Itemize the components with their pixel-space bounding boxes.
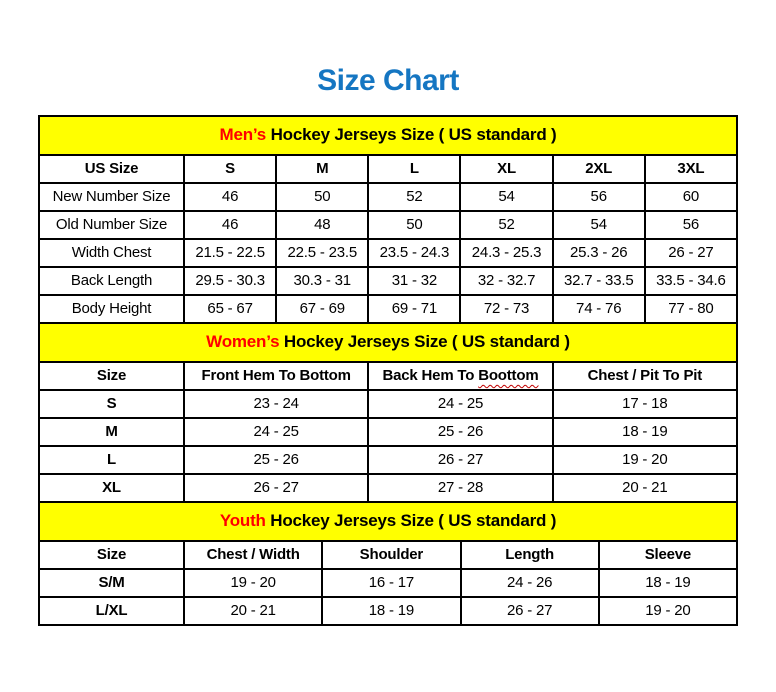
table-cell: 26 - 27 xyxy=(461,597,599,625)
table-cell: 26 - 27 xyxy=(645,239,737,267)
table-cell: 54 xyxy=(460,183,552,211)
table-row xyxy=(39,446,737,474)
table-row xyxy=(39,390,737,418)
table-cell: 24.3 - 25.3 xyxy=(460,239,552,267)
table-cell: 31 - 32 xyxy=(368,267,460,295)
youth-size-table xyxy=(38,540,738,626)
table-cell: 23.5 - 24.3 xyxy=(368,239,460,267)
table-cell: 19 - 20 xyxy=(553,446,737,474)
mens-size-table xyxy=(38,154,738,324)
size-chart-tables xyxy=(38,115,738,626)
table-cell: 23 - 24 xyxy=(184,390,368,418)
table-cell: 67 - 69 xyxy=(276,295,368,323)
table-cell: 50 xyxy=(368,211,460,239)
table-cell: 32 - 32.7 xyxy=(460,267,552,295)
table-cell: 65 - 67 xyxy=(184,295,276,323)
column-header: S xyxy=(184,155,276,183)
table-cell: 19 - 20 xyxy=(184,569,322,597)
table-cell: 72 - 73 xyxy=(460,295,552,323)
womens-band-highlight: Women’s xyxy=(206,332,280,351)
column-header: Front Hem To Bottom xyxy=(184,362,368,390)
table-row xyxy=(39,211,737,239)
table-cell: 54 xyxy=(553,211,645,239)
womens-section xyxy=(38,322,738,503)
table-row xyxy=(39,183,737,211)
table-row xyxy=(39,597,737,625)
column-header: Chest / Pit To Pit xyxy=(553,362,737,390)
table-cell: 60 xyxy=(645,183,737,211)
youth-header-row xyxy=(39,541,737,569)
table-cell: 74 - 76 xyxy=(553,295,645,323)
table-cell: 19 - 20 xyxy=(599,597,737,625)
column-header: Size xyxy=(39,541,184,569)
column-header: US Size xyxy=(39,155,184,183)
column-header: Shoulder xyxy=(322,541,460,569)
table-row xyxy=(39,418,737,446)
mens-header-row xyxy=(39,155,737,183)
womens-section-band xyxy=(38,322,738,363)
table-cell: 24 - 26 xyxy=(461,569,599,597)
table-cell: 21.5 - 22.5 xyxy=(184,239,276,267)
table-cell: 22.5 - 23.5 xyxy=(276,239,368,267)
row-label: L/XL xyxy=(39,597,184,625)
womens-header-row xyxy=(39,362,737,390)
womens-band-text: Hockey Jerseys Size ( US standard ) xyxy=(279,332,570,351)
table-cell: 24 - 25 xyxy=(368,390,552,418)
table-cell: 18 - 19 xyxy=(553,418,737,446)
row-label: New Number Size xyxy=(39,183,184,211)
table-cell: 29.5 - 30.3 xyxy=(184,267,276,295)
row-label: L xyxy=(39,446,184,474)
table-cell: 16 - 17 xyxy=(322,569,460,597)
womens-size-table xyxy=(38,361,738,503)
row-label: Width Chest xyxy=(39,239,184,267)
column-header: Length xyxy=(461,541,599,569)
row-label: Body Height xyxy=(39,295,184,323)
table-cell: 26 - 27 xyxy=(184,474,368,502)
row-label: Back Length xyxy=(39,267,184,295)
row-label: M xyxy=(39,418,184,446)
table-cell: 24 - 25 xyxy=(184,418,368,446)
table-cell: 46 xyxy=(184,183,276,211)
column-header: XL xyxy=(460,155,552,183)
youth-section-band xyxy=(38,501,738,542)
table-cell: 20 - 21 xyxy=(184,597,322,625)
misspelled-word: Boottom xyxy=(478,367,539,384)
row-label: XL xyxy=(39,474,184,502)
table-cell: 30.3 - 31 xyxy=(276,267,368,295)
youth-section xyxy=(38,501,738,626)
table-cell: 52 xyxy=(368,183,460,211)
column-header: M xyxy=(276,155,368,183)
row-label: S/M xyxy=(39,569,184,597)
column-header: Chest / Width xyxy=(184,541,322,569)
mens-section-band xyxy=(38,115,738,156)
table-cell: 25 - 26 xyxy=(184,446,368,474)
table-cell: 52 xyxy=(460,211,552,239)
youth-band-highlight: Youth xyxy=(219,511,266,530)
column-header: Size xyxy=(39,362,184,390)
table-cell: 25.3 - 26 xyxy=(553,239,645,267)
page-title: Size Chart xyxy=(317,64,459,97)
row-label: Old Number Size xyxy=(39,211,184,239)
column-header: 3XL xyxy=(645,155,737,183)
mens-band-text: Hockey Jerseys Size ( US standard ) xyxy=(266,125,557,144)
table-cell: 20 - 21 xyxy=(553,474,737,502)
table-row xyxy=(39,295,737,323)
mens-band-highlight: Men’s xyxy=(219,125,267,144)
table-cell: 33.5 - 34.6 xyxy=(645,267,737,295)
column-header-text: Back Hem To xyxy=(382,367,479,384)
youth-band-text: Hockey Jerseys Size ( US standard ) xyxy=(265,511,557,530)
table-cell: 56 xyxy=(645,211,737,239)
table-cell: 46 xyxy=(184,211,276,239)
table-cell: 50 xyxy=(276,183,368,211)
table-row xyxy=(39,267,737,295)
table-cell: 25 - 26 xyxy=(368,418,552,446)
table-cell: 56 xyxy=(553,183,645,211)
table-cell: 69 - 71 xyxy=(368,295,460,323)
row-label: S xyxy=(39,390,184,418)
table-cell: 26 - 27 xyxy=(368,446,552,474)
table-cell: 18 - 19 xyxy=(599,569,737,597)
table-cell: 18 - 19 xyxy=(322,597,460,625)
table-cell: 17 - 18 xyxy=(553,390,737,418)
table-row xyxy=(39,569,737,597)
table-cell: 77 - 80 xyxy=(645,295,737,323)
column-header: 2XL xyxy=(553,155,645,183)
mens-section xyxy=(38,115,738,324)
column-header xyxy=(368,362,552,390)
table-row xyxy=(39,474,737,502)
table-cell: 48 xyxy=(276,211,368,239)
table-cell: 32.7 - 33.5 xyxy=(553,267,645,295)
table-cell: 27 - 28 xyxy=(368,474,552,502)
column-header: Sleeve xyxy=(599,541,737,569)
table-row xyxy=(39,239,737,267)
column-header: L xyxy=(368,155,460,183)
